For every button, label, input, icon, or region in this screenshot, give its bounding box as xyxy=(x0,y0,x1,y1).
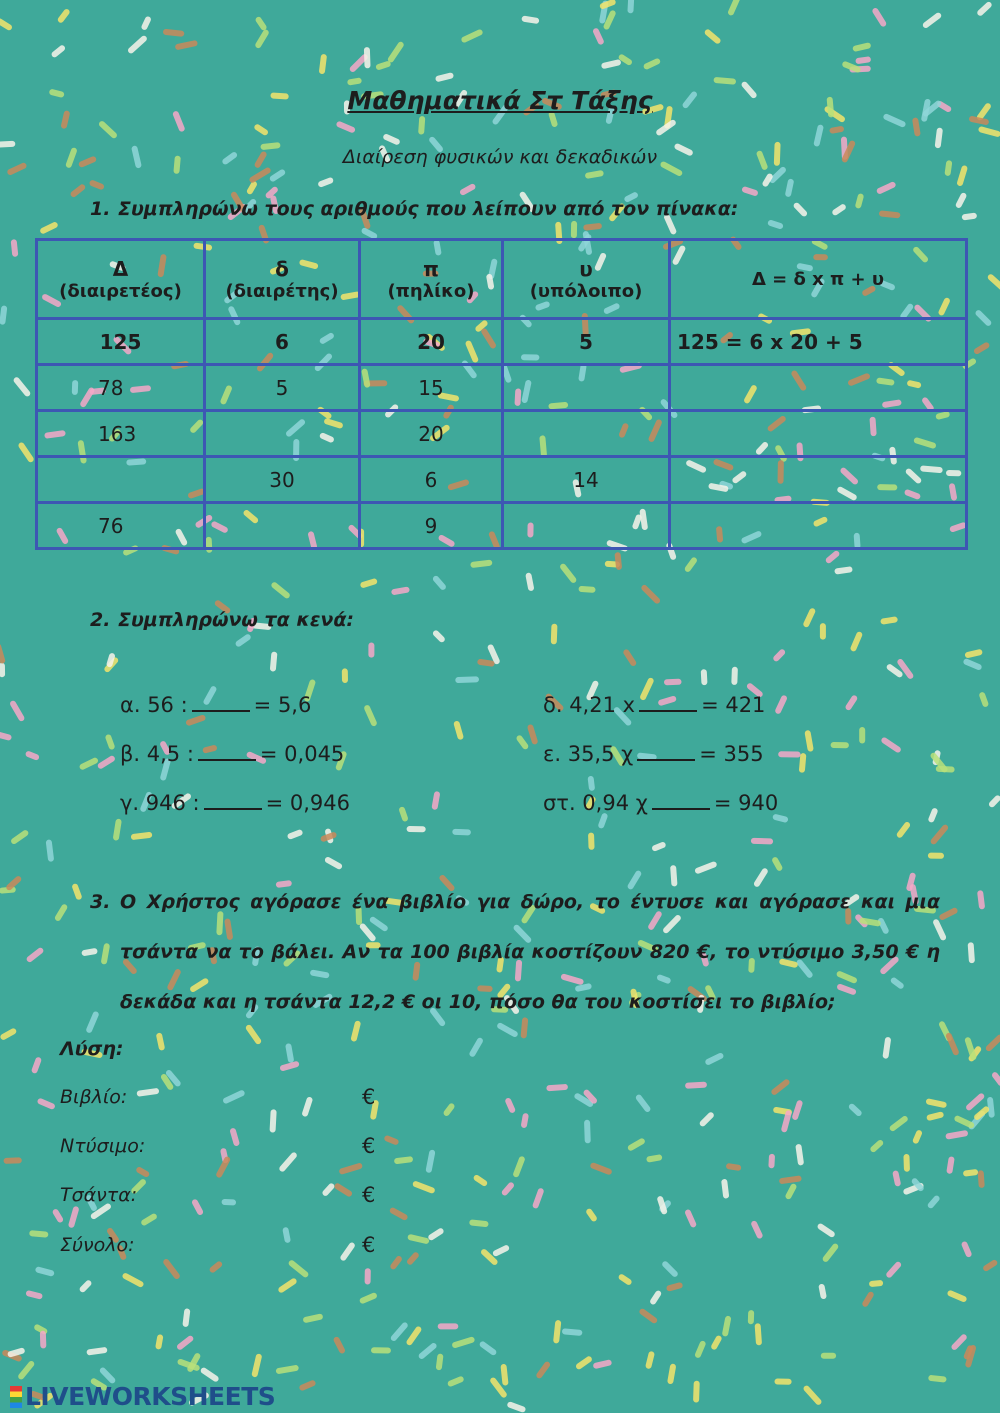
header-label: (διαιρετέος) xyxy=(59,280,182,302)
header-dividend xyxy=(37,240,205,319)
header-label: Δ = δ x π + υ xyxy=(751,268,885,290)
blank-suffix: = 355 xyxy=(699,742,764,766)
answer-blank[interactable] xyxy=(652,790,710,810)
answer-blank[interactable] xyxy=(192,692,250,712)
exercise-3-number: 3. xyxy=(90,891,111,913)
table-cell[interactable] xyxy=(503,365,670,411)
table-cell[interactable] xyxy=(205,503,360,549)
table-cell[interactable] xyxy=(503,503,670,549)
exercise-1-heading xyxy=(90,198,738,220)
blank-prefix: ε. 35,5 χ xyxy=(543,742,634,766)
header-symbol: υ xyxy=(579,256,593,281)
answer-blank[interactable] xyxy=(198,741,256,761)
header-symbol: δ xyxy=(275,256,289,281)
blank-prefix: δ. 4,21 x xyxy=(543,693,636,717)
exercise-3-problem xyxy=(90,877,940,1027)
exercise-2-text: Συμπληρώνω τα κενά: xyxy=(118,609,355,631)
table-cell[interactable]: 20 xyxy=(360,411,503,457)
header-symbol: π xyxy=(423,256,439,281)
table-cell[interactable] xyxy=(503,411,670,457)
blank-suffix: = 0,045 xyxy=(259,742,345,766)
page-title: Μαθηματικά Στ Τάξης xyxy=(347,86,653,115)
header-divisor xyxy=(205,240,360,319)
table-cell[interactable]: 76 xyxy=(37,503,205,549)
logo-mark-icon xyxy=(10,1386,22,1408)
table-cell[interactable] xyxy=(670,503,967,549)
header-label: (υπόλοιπο) xyxy=(529,280,643,302)
table-cell[interactable] xyxy=(37,457,205,503)
table-cell[interactable]: 5 xyxy=(205,365,360,411)
blank-suffix: = 421 xyxy=(701,693,766,717)
blank-item xyxy=(120,790,350,815)
table-cell[interactable]: 6 xyxy=(360,457,503,503)
answer-blank[interactable] xyxy=(639,692,697,712)
liveworksheets-logo xyxy=(10,1382,275,1411)
division-table xyxy=(35,238,968,550)
table-cell[interactable]: 78 xyxy=(37,365,205,411)
blank-item xyxy=(120,692,311,717)
table-row xyxy=(37,503,967,549)
solution-row-book-currency[interactable]: € xyxy=(362,1085,376,1109)
blank-suffix: = 0,946 xyxy=(265,791,351,815)
table-row xyxy=(37,365,967,411)
table-cell[interactable]: 30 xyxy=(205,457,360,503)
exercise-1-number: 1. xyxy=(90,198,111,220)
blank-suffix: = 5,6 xyxy=(253,693,312,717)
exercise-3-text: Ο Χρήστος αγόρασε ένα βιβλίο για δώρο, το έντυσε και αγόρασε και μια τσάντα να το βάλει. Αν τα 100 βιβλία κοστίζουν 820 €, το ντύσιμο 3,50 € η δεκάδα και η τσάντα 12,2 € οι 10, πόσο θα του κοστίσει το βιβλίο; xyxy=(120,891,940,1013)
solution-label: Λύση: xyxy=(60,1038,124,1060)
blank-prefix: γ. 946 : xyxy=(120,791,200,815)
page-subtitle: Διαίρεση φυσικών και δεκαδικών xyxy=(342,146,658,168)
exercise-1-text: Συμπληρώνω τους αριθμούς που λείπουν από τον πίνακα: xyxy=(118,198,739,220)
exercise-2-heading xyxy=(90,609,354,631)
header-remainder xyxy=(503,240,670,319)
table-cell[interactable]: 163 xyxy=(37,411,205,457)
blank-prefix: α. 56 : xyxy=(120,693,188,717)
table-cell[interactable]: 14 xyxy=(503,457,670,503)
solution-row-total-label: Σύνολο: xyxy=(60,1234,135,1256)
blank-prefix: β. 4,5 : xyxy=(120,742,194,766)
solution-row-wrapping-currency[interactable]: € xyxy=(362,1134,376,1158)
table-cell[interactable] xyxy=(670,411,967,457)
answer-blank[interactable] xyxy=(637,741,695,761)
solution-row-total-currency[interactable]: € xyxy=(362,1233,376,1257)
table-cell: 125 = 6 x 20 + 5 xyxy=(670,319,967,365)
table-cell: 5 xyxy=(503,319,670,365)
answer-blank[interactable] xyxy=(204,790,262,810)
header-formula xyxy=(670,240,967,319)
blank-item xyxy=(543,692,765,717)
table-row xyxy=(37,457,967,503)
blank-prefix: στ. 0,94 χ xyxy=(543,791,648,815)
solution-row-bag-currency[interactable]: € xyxy=(362,1183,376,1207)
solution-row-book-label: Βιβλίο: xyxy=(60,1086,128,1108)
blank-suffix: = 940 xyxy=(713,791,779,815)
header-label: (διαιρέτης) xyxy=(225,280,339,302)
table-header-row xyxy=(37,240,967,319)
header-label: (πηλίκο) xyxy=(387,280,475,302)
solution-row-wrapping-label: Ντύσιμο: xyxy=(60,1135,146,1157)
table-cell[interactable] xyxy=(670,365,967,411)
blank-item xyxy=(120,741,344,766)
blank-item xyxy=(543,741,764,766)
header-quotient xyxy=(360,240,503,319)
table-cell[interactable]: 9 xyxy=(360,503,503,549)
blank-item xyxy=(543,790,778,815)
table-cell[interactable] xyxy=(670,457,967,503)
table-cell: 6 xyxy=(205,319,360,365)
table-cell[interactable]: 15 xyxy=(360,365,503,411)
table-row xyxy=(37,319,967,365)
exercise-2-number: 2. xyxy=(90,609,111,631)
table-cell: 20 xyxy=(360,319,503,365)
header-symbol: Δ xyxy=(112,256,129,281)
solution-row-bag-label: Τσάντα: xyxy=(60,1184,138,1206)
table-cell[interactable] xyxy=(205,411,360,457)
logo-text: LIVEWORKSHEETS xyxy=(25,1382,276,1411)
table-row xyxy=(37,411,967,457)
table-cell: 125 xyxy=(37,319,205,365)
